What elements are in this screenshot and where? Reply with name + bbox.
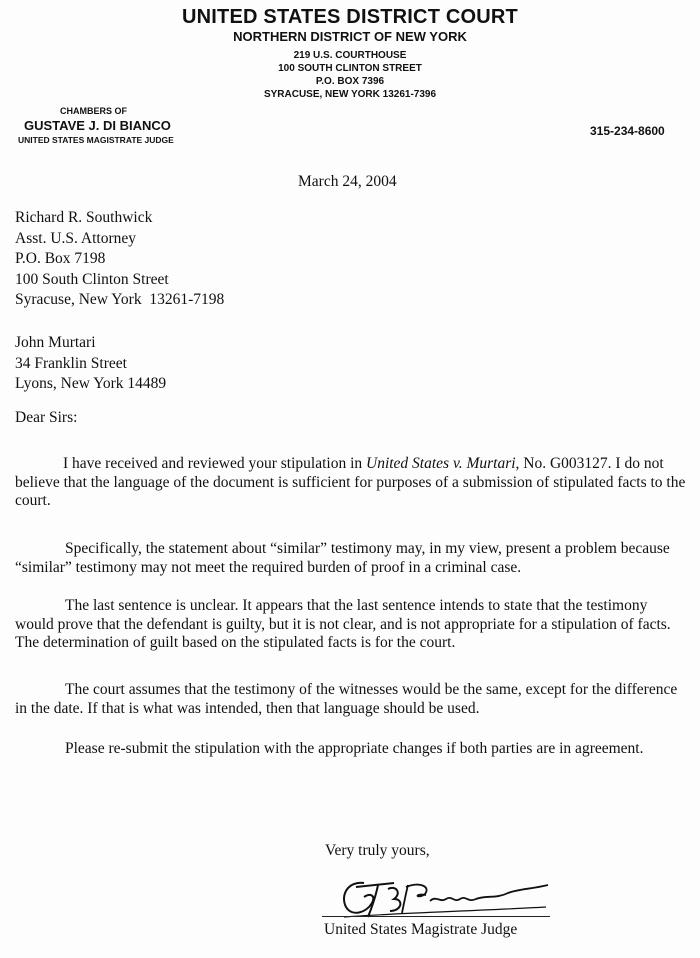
signature-line: [322, 916, 550, 917]
chambers-phone: 315-234-8600: [590, 124, 665, 138]
recipient-address-2: [15, 333, 166, 395]
judge-title: UNITED STATES MAGISTRATE JUDGE: [18, 135, 174, 145]
judge-name: GUSTAVE J. DI BIANCO: [24, 118, 171, 133]
court-name: UNITED STATES DISTRICT COURT: [182, 6, 518, 28]
body-paragraph-3: The last sentence is unclear. It appears that the last sentence intends to state that the testimony would prove that the defendant is guilty, but it is not clear, and is not appropriate for a stipulation of facts. The determination of guilt based on the stipulated facts is for the court.: [15, 597, 671, 651]
closing: Very truly yours,: [325, 842, 430, 859]
address-line: SYRACUSE, NEW YORK 13261-7396: [263, 89, 437, 100]
address-line: 219 U.S. COURTHOUSE: [293, 50, 407, 61]
case-name: United States v. Murtari: [366, 455, 516, 472]
district-name: NORTHERN DISTRICT OF NEW YORK: [233, 29, 467, 44]
body-paragraph-4: The court assumes that the testimony of the witnesses would be the same, except for the difference in the date. If that is what was intended, then that language should be used.: [15, 681, 678, 717]
body-paragraph-1: [15, 455, 687, 511]
letter-date: March 24, 2004: [298, 173, 397, 190]
body-paragraph-5: Please re-submit the stipulation with the appropriate changes if both parties are in agreement.: [65, 740, 644, 757]
address-line: P.O. BOX 7396: [315, 76, 385, 87]
recipient-line: P.O. Box 7198: [15, 250, 106, 267]
recipient-line: Lyons, New York 14489: [15, 375, 167, 392]
chambers-label: CHAMBERS OF: [60, 106, 127, 116]
paragraph-text: , No. G003127. I do not believe that the language of the document is sufficient for purposes of a submission of stipulated facts to the court.: [15, 455, 686, 509]
recipient-line: Richard R. Southwick: [15, 209, 153, 226]
paragraph-text: I have received and reviewed your stipulation in: [63, 455, 366, 472]
recipient-line: John Murtari: [15, 334, 96, 351]
salutation: Dear Sirs:: [15, 409, 78, 426]
recipient-line: 34 Franklin Street: [15, 354, 127, 372]
recipient-address-1: [15, 208, 224, 311]
recipient-line: Syracuse, New York 13261-7198: [15, 291, 225, 308]
recipient-line: 100 South Clinton Street: [15, 270, 169, 288]
handwritten-signature: [336, 873, 556, 921]
address-line: 100 SOUTH CLINTON STREET: [278, 63, 422, 74]
signature-title: United States Magistrate Judge: [324, 921, 518, 938]
recipient-line: Asst. U.S. Attorney: [15, 229, 136, 247]
body-paragraph-2: Specifically, the statement about “similar” testimony may, in my view, present a problem because “similar” testimony may not meet the required burden of proof in a criminal case.: [15, 540, 670, 576]
